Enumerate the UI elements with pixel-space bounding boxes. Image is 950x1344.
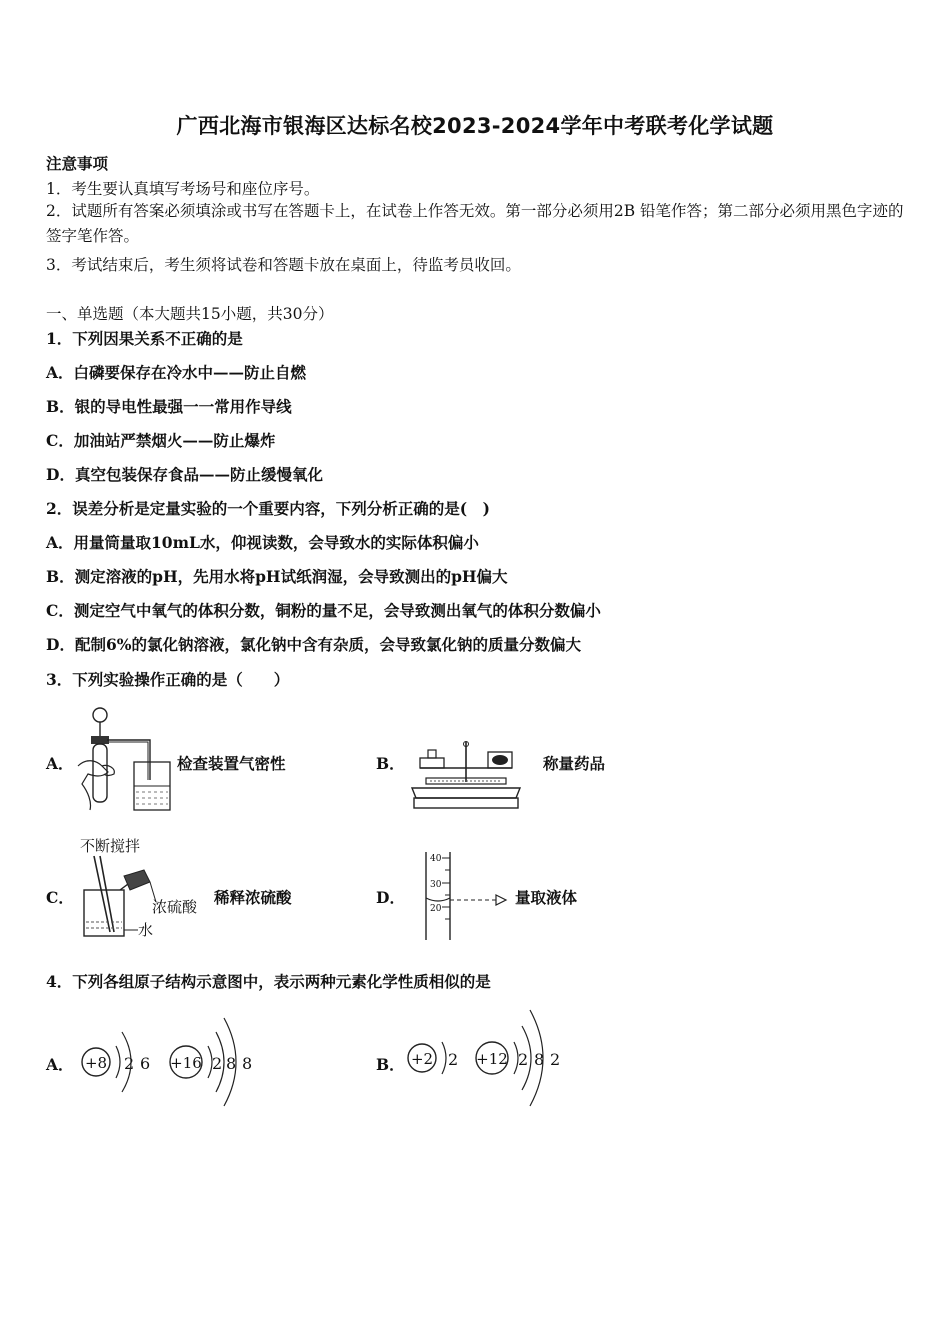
nucleus-label: +2 [410,1050,434,1068]
notice-item: 2．试题所有答案必须填涂或书写在答题卡上，在试卷上作答无效。第一部分必须用2B 铅笔作答；第二部分必须用黑色字迹的签字笔作答。 [46,202,904,245]
electron-count: 8 [534,1050,545,1069]
option-caption: 称量药品 [543,754,606,773]
option-text: C．加油站严禁烟火——防止爆炸 [46,431,276,450]
electron-count: 2 [448,1050,459,1069]
electron-count: 8 [242,1054,253,1073]
question-stem: 4．下列各组原子结构示意图中，表示两种元素化学性质相似的是 [46,972,491,991]
option-letter: C． [46,888,74,907]
option-caption: 检查装置气密性 [177,754,286,773]
scale-label: 20 [430,904,442,914]
graduated-cylinder-figure [410,848,510,942]
option-caption: 稀释浓硫酸 [214,888,292,907]
option-caption: 量取液体 [515,888,578,907]
electron-count: 2 [518,1050,529,1069]
atom-diagrams-option-b [404,1004,574,1114]
question-stem: 1．下列因果关系不正确的是 [46,329,243,348]
electron-count: 2 [550,1050,561,1069]
option-letter: B． [376,1055,405,1074]
question-stem: 2．误差分析是定量实验的一个重要内容，下列分析正确的是( ) [46,499,490,518]
option-text: B．测定溶液的pH，先用水将pH试纸润湿，会导致测出的pH偏大 [46,567,508,586]
option-text: A．用量筒量取10mL水，仰视读数，会导致水的实际体积偏小 [46,533,479,552]
option-text: C．测定空气中氧气的体积分数，铜粉的量不足，会导致测出氧气的体积分数偏小 [46,601,601,620]
option-text: D．真空包装保存食品——防止缓慢氧化 [46,465,323,484]
fig-label-water: 水 [138,921,154,939]
fig-label-stir: 不断搅拌 [80,837,141,855]
scale-label: 30 [430,880,442,890]
scale-label: 40 [430,854,442,864]
nucleus-label: +12 [476,1050,508,1068]
option-text: A．白磷要保存在冷水中——防止自燃 [46,363,307,382]
atom-diagrams-option-a [76,1012,276,1112]
electron-count: 2 [212,1054,223,1073]
fig-label-acid: 浓硫酸 [152,898,198,916]
nucleus-label: +8 [84,1054,108,1072]
balance-scale-figure [406,738,526,812]
dilute-acid-figure [74,834,214,940]
nucleus-label: +16 [170,1054,202,1072]
electron-count: 8 [226,1054,237,1073]
option-letter: B． [376,754,405,773]
airtightness-check-figure [72,706,172,814]
option-letter: A． [46,754,74,773]
notice-heading: 注意事项 [46,154,109,173]
notice-item: 3．考试结束后，考生须将试卷和答题卡放在桌面上，待监考员收回。 [46,256,521,274]
option-text: D．配制6%的氯化钠溶液，氯化钠中含有杂质，会导致氯化钠的质量分数偏大 [46,635,581,654]
electron-count: 2 [124,1054,135,1073]
question-stem: 3．下列实验操作正确的是（ ） [46,670,290,689]
electron-count: 6 [140,1054,151,1073]
option-text: B．银的导电性最强一一常用作导线 [46,397,292,416]
notice-item: 1．考生要认真填写考场号和座位序号。 [46,180,320,198]
option-letter: A． [46,1055,74,1074]
section-heading: 一、单选题（本大题共15小题，共30分） [46,305,334,323]
page-title: 广西北海市银海区达标名校2023-2024学年中考联考化学试题 [176,114,774,138]
option-letter: D． [376,888,405,907]
